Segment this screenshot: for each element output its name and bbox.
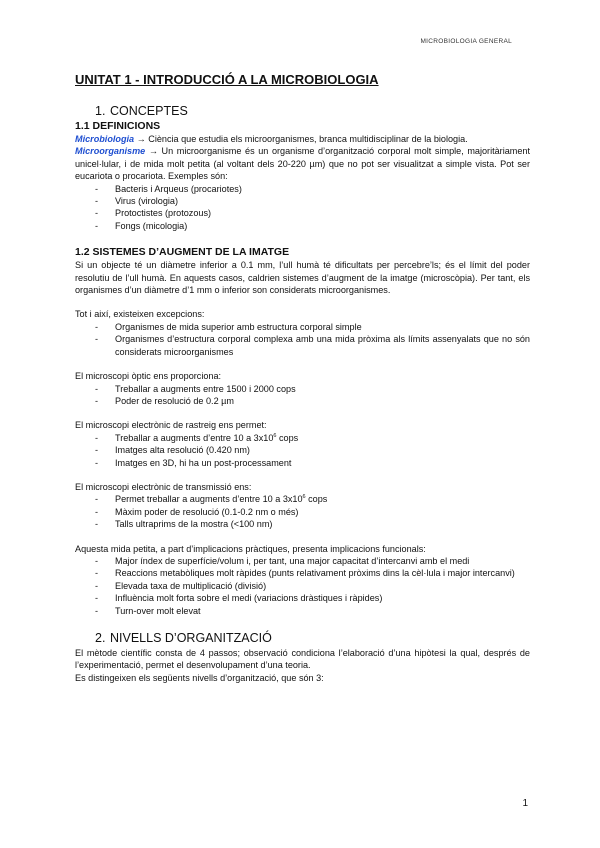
list-item: - Influència molt forta sobre el medi (variacions dràstiques i ràpides): [95, 592, 530, 604]
list-item: - Permet treballar a augments d’entre 10 a $3x10^6$ cops: [95, 493, 530, 505]
list-item: - Treballar a augments d’entre 10 a $3x10^6$ cops: [95, 432, 530, 444]
exceptions-list: [75, 321, 530, 358]
list-item: - Talls ultraprims de la mostra (<100 nm): [95, 518, 530, 530]
sem-list: [75, 432, 530, 469]
list-item: - Virus (virologia): [95, 195, 530, 207]
paragraph: El microscopi òptic ens proporciona:: [75, 371, 222, 382]
list-item: - Major índex de superfície/volum i, per tant, una major capacitat d’intercanvi amb el medi: [95, 555, 530, 567]
paragraph: El microscopi electrònic de transmissió ens:: [75, 481, 252, 492]
paragraph: Tot i així, existeixen excepcions:: [75, 309, 205, 320]
paragraph: Si un objecte té un diàmetre inferior a 0.1 mm, l’ull humà té dificultats per percebre’ls; és el límit del poder resolutiu de l’ull humà. En aquests casos, caldrien sistemes d’augment de la imatge (microscòpia). Per tant, els organismes d’un diàmetre d’1 mm o inferior son considerats microorganismes.: [75, 260, 530, 296]
list-item: - Reaccions metabòliques molt ràpides (punts relativament pròxims dins la cèl·lula i major intercanvi): [95, 567, 530, 579]
list-item: - Treballar a augments entre 1500 i 2000 cops: [95, 383, 530, 395]
paragraph: Es distingeixen els següents nivells d’organització, que són 3:: [75, 672, 324, 683]
unit-title: UNITAT 1 - INTRODUCCIÓ A LA MICROBIOLOGIA: [75, 72, 379, 87]
tem-list: [75, 493, 530, 530]
running-header: MICROBIOLOGIA GENERAL: [420, 38, 512, 45]
list-item: - Turn-over molt elevat: [95, 605, 530, 617]
definition-microorganisme: Microorganisme → Un microorganisme és un organisme d’organització corporal molt simple, majoritàriament unicel·lular, i de mida molt petita (al voltant dels 20-220 µm) que no pot ser visualitzat a simple vista. Pot ser eucariota o procariota. Exemples són:: [75, 146, 530, 182]
list-item: - Elevada taxa de multiplicació (divisió): [95, 580, 530, 592]
list-item: - Imatges alta resolució (0.420 nm): [95, 444, 530, 456]
document-body: [75, 104, 530, 684]
examples-list: [75, 183, 530, 233]
list-item: - Protoctistes (protozous): [95, 207, 530, 219]
list-item: - Poder de resolució de 0.2 µm: [95, 395, 530, 407]
optical-list: [75, 383, 530, 408]
page-number: 1: [522, 798, 528, 809]
paragraph: El microscopi electrònic de rastreig ens permet:: [75, 420, 267, 431]
list-item: - Imatges en 3D, hi ha un post-processament: [95, 457, 530, 469]
definition-microbiologia: Microbiologia → Ciència que estudia els microorganismes, branca multidisciplinar de la biologia.: [75, 134, 468, 144]
implications-list: [75, 555, 530, 617]
term-microorganisme: Microorganisme: [75, 146, 146, 157]
subsection-1-2-heading: 1.2 SISTEMES D’AUGMENT DE LA IMATGE: [75, 246, 290, 259]
list-item: - Organismes de mida superior amb estructura corporal simple: [95, 321, 530, 333]
term-microbiologia: Microbiologia: [75, 134, 135, 144]
section-2-heading: 2. NIVELLS D’ORGANITZACIÓ: [95, 631, 272, 645]
subsection-1-1-heading: 1.1 DEFINICIONS: [75, 120, 161, 132]
paragraph: El mètode científic consta de 4 passos; observació condiciona l’elaboració d’una hipòtesi la qual, després de l’experimentació, permet el desenvolupament d’una teoria.: [75, 648, 530, 671]
list-item: - Organismes d’estructura corporal complexa amb una mida pròxima als límits assenyalats que no són considerats microorganismes: [95, 333, 530, 358]
list-item: - Fongs (micologia): [95, 220, 530, 232]
section-1-heading: 1. CONCEPTES: [95, 104, 188, 118]
list-item: - Bacteris i Arqueus (procariotes): [95, 183, 530, 195]
paragraph: Aquesta mida petita, a part d’implicacions pràctiques, presenta implicacions funcionals:: [75, 543, 426, 554]
list-item: - Màxim poder de resolució (0.1-0.2 nm o més): [95, 506, 530, 518]
